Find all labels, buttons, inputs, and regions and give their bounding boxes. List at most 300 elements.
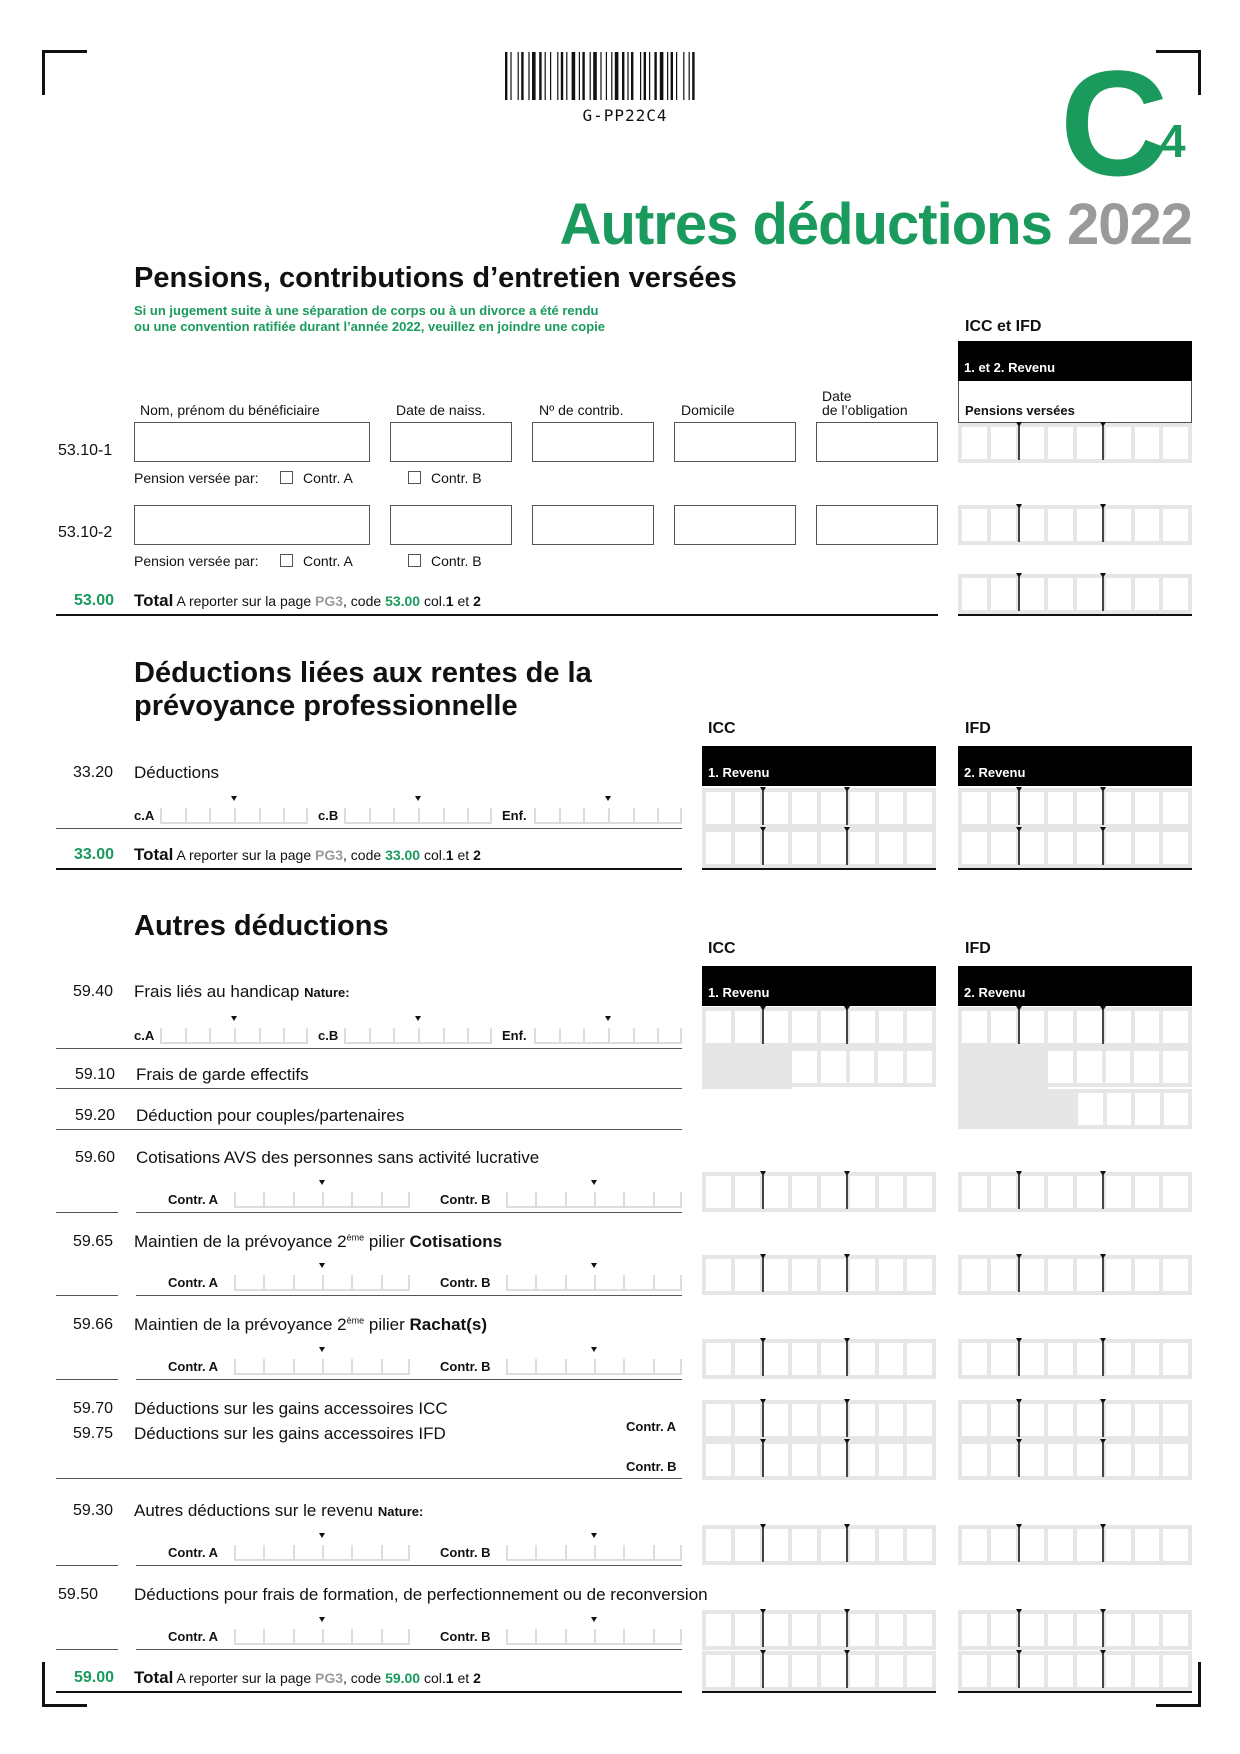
ifd-contr-b-grid[interactable]: [958, 1440, 1192, 1480]
icc-contr-b-grid[interactable]: [702, 1440, 936, 1480]
digit-cell[interactable]: [1048, 1176, 1073, 1208]
digit-cell[interactable]: [907, 1259, 932, 1291]
digit-cell[interactable]: [821, 1655, 846, 1687]
digit-cell[interactable]: [1163, 1051, 1188, 1083]
digit-cell[interactable]: [792, 1051, 817, 1083]
ifd-amount-grid[interactable]: [958, 1610, 1192, 1650]
digit-cell[interactable]: [706, 1444, 731, 1476]
digit-cell[interactable]: [907, 1529, 932, 1561]
digit-cell[interactable]: [962, 1176, 987, 1208]
digit-cell[interactable]: [1048, 792, 1073, 824]
digit-cell[interactable]: [1135, 1176, 1160, 1208]
ifd-amount-grid[interactable]: [958, 1172, 1192, 1212]
digit-cell[interactable]: [1020, 1614, 1045, 1646]
contr-b-checkbox[interactable]: [408, 553, 482, 569]
pensions-title: Pensions, contributions d’entretien versées: [134, 262, 737, 294]
digit-cell[interactable]: [879, 1444, 904, 1476]
digit-cell[interactable]: [1106, 1655, 1131, 1687]
date-obligation-input[interactable]: [816, 422, 938, 462]
cb-amount-input[interactable]: [344, 1018, 492, 1044]
digit-tick: [594, 1545, 596, 1559]
digit-cell[interactable]: [1048, 427, 1073, 459]
digit-cell[interactable]: [1048, 1614, 1073, 1646]
digit-cell[interactable]: [1106, 1011, 1131, 1043]
checkbox-icon[interactable]: [408, 554, 421, 567]
cb-amount-input[interactable]: [344, 798, 492, 824]
digit-cell[interactable]: [1135, 509, 1160, 541]
digit-cell[interactable]: [879, 1259, 904, 1291]
digit-cell[interactable]: [1077, 1614, 1102, 1646]
digit-cell[interactable]: [991, 832, 1016, 864]
digit-cell[interactable]: [1077, 1404, 1102, 1436]
digit-cell[interactable]: [879, 1176, 904, 1208]
digit-cell[interactable]: [850, 1655, 875, 1687]
separator-line: [762, 1010, 764, 1044]
digit-cell[interactable]: [1106, 1444, 1131, 1476]
digit-cell[interactable]: [1135, 1614, 1160, 1646]
digit-cell[interactable]: [1163, 1529, 1188, 1561]
digit-cell[interactable]: [1048, 1051, 1073, 1083]
pensions-total-text: [134, 591, 481, 611]
digit-cell[interactable]: [735, 1176, 760, 1208]
digit-cell[interactable]: [1163, 1655, 1188, 1687]
digit-cell[interactable]: [1077, 1176, 1102, 1208]
digit-cell[interactable]: [1077, 1051, 1102, 1083]
date-naiss-input[interactable]: [390, 422, 512, 462]
ifd-amount-grid[interactable]: [958, 1525, 1192, 1565]
icc-amount-grid[interactable]: [702, 788, 936, 828]
digit-cell[interactable]: [706, 1259, 731, 1291]
digit-cell[interactable]: [735, 792, 760, 824]
digit-cell[interactable]: [1020, 792, 1045, 824]
digit-cell[interactable]: [1106, 1259, 1131, 1291]
digit-cell[interactable]: [821, 1051, 846, 1083]
digit-cell[interactable]: [907, 1614, 932, 1646]
digit-cell[interactable]: [1048, 1655, 1073, 1687]
separator-line: [1102, 508, 1104, 542]
digit-cell[interactable]: [821, 792, 846, 824]
couples-label: Déduction pour couples/partenaires: [136, 1106, 405, 1125]
digit-cell[interactable]: [907, 1343, 932, 1375]
digit-cell[interactable]: [1020, 1011, 1045, 1043]
digit-cell[interactable]: [1163, 1343, 1188, 1375]
icc-total-grid[interactable]: [702, 1651, 936, 1691]
digit-cell[interactable]: [792, 1529, 817, 1561]
nom-input[interactable]: [134, 422, 370, 462]
digit-tick: [408, 1359, 410, 1373]
digit-cell[interactable]: [792, 1343, 817, 1375]
icc-garde-grid[interactable]: [792, 1047, 936, 1087]
digit-cell[interactable]: [1020, 832, 1045, 864]
digit-cell[interactable]: [850, 1404, 875, 1436]
digit-cell[interactable]: [1164, 1093, 1189, 1125]
digit-cell[interactable]: [764, 1614, 789, 1646]
digit-cell[interactable]: [991, 427, 1016, 459]
digit-cell[interactable]: [1135, 578, 1160, 610]
digit-cell[interactable]: [764, 1529, 789, 1561]
digit-cell[interactable]: [1163, 832, 1188, 864]
digit-cell[interactable]: [962, 792, 987, 824]
corner-mark-top-left: [42, 50, 87, 95]
digit-cell[interactable]: [1048, 832, 1073, 864]
digit-cell[interactable]: [706, 832, 731, 864]
date-obligation-input[interactable]: [816, 505, 938, 545]
digit-cell[interactable]: [850, 1011, 875, 1043]
contr-a-amount-input[interactable]: [234, 1619, 410, 1645]
nature-label: Nature:: [377, 1504, 424, 1519]
digit-cell[interactable]: [907, 1655, 932, 1687]
digit-cell[interactable]: [1163, 509, 1188, 541]
barcode-bar: [644, 52, 646, 100]
digit-cell[interactable]: [1106, 1343, 1131, 1375]
digit-cell[interactable]: [735, 1259, 760, 1291]
digit-cell[interactable]: [735, 1343, 760, 1375]
digit-cell[interactable]: [706, 792, 731, 824]
digit-cell[interactable]: [1020, 1404, 1045, 1436]
digit-cell[interactable]: [879, 1655, 904, 1687]
digit-cell[interactable]: [1020, 427, 1045, 459]
digit-cell[interactable]: [991, 1176, 1016, 1208]
digit-cell[interactable]: [1135, 1093, 1160, 1125]
ifd-contr-a-grid[interactable]: [958, 1400, 1192, 1440]
digit-cell[interactable]: [1135, 792, 1160, 824]
ifd-couples-grid[interactable]: [1078, 1089, 1192, 1129]
digit-cell[interactable]: [1135, 1655, 1160, 1687]
digit-cell[interactable]: [792, 1259, 817, 1291]
digit-cell[interactable]: [821, 1444, 846, 1476]
checkbox-icon[interactable]: [280, 554, 293, 567]
digit-cell[interactable]: [962, 1444, 987, 1476]
autres-revenu-label: [134, 1501, 423, 1521]
digit-cell[interactable]: [962, 1614, 987, 1646]
digit-cell[interactable]: [1077, 1529, 1102, 1561]
digit-cell[interactable]: [1163, 1404, 1188, 1436]
ifd-amount-grid[interactable]: [958, 1007, 1192, 1047]
digit-cell[interactable]: [1135, 1259, 1160, 1291]
digit-cell[interactable]: [1135, 1444, 1160, 1476]
digit-cell[interactable]: [1020, 578, 1045, 610]
digit-cell[interactable]: [706, 1011, 731, 1043]
digit-cell[interactable]: [1020, 1655, 1045, 1687]
icc-amount-grid[interactable]: [702, 1172, 936, 1212]
digit-cell[interactable]: [850, 1176, 875, 1208]
digit-cell[interactable]: [879, 1343, 904, 1375]
digit-cell[interactable]: [879, 832, 904, 864]
digit-cell[interactable]: [1077, 1259, 1102, 1291]
digit-cell[interactable]: [907, 1011, 932, 1043]
digit-cell[interactable]: [1078, 1093, 1103, 1125]
digit-cell[interactable]: [1048, 1343, 1073, 1375]
ca-amount-input[interactable]: [160, 1018, 308, 1044]
digit-cell[interactable]: [962, 1343, 987, 1375]
digit-cell[interactable]: [735, 832, 760, 864]
digit-cell[interactable]: [879, 792, 904, 824]
digit-cell[interactable]: [1163, 1444, 1188, 1476]
digit-cell[interactable]: [1020, 1343, 1045, 1375]
digit-cell[interactable]: [850, 1343, 875, 1375]
digit-cell[interactable]: [821, 1343, 846, 1375]
checkbox-icon[interactable]: [280, 471, 293, 484]
digit-cell[interactable]: [792, 1614, 817, 1646]
ca-amount-input[interactable]: [160, 798, 308, 824]
digit-cell[interactable]: [907, 1404, 932, 1436]
ifd-total-grid[interactable]: [958, 1651, 1192, 1691]
digit-cell[interactable]: [735, 1404, 760, 1436]
digit-cell[interactable]: [850, 1259, 875, 1291]
digit-cell[interactable]: [706, 1343, 731, 1375]
digit-cell[interactable]: [706, 1614, 731, 1646]
digit-cell[interactable]: [1048, 1529, 1073, 1561]
digit-cell[interactable]: [764, 1655, 789, 1687]
pension-amount-grid[interactable]: [958, 423, 1192, 463]
digit-cell[interactable]: [907, 792, 932, 824]
digit-cell[interactable]: [1163, 427, 1188, 459]
digit-cell[interactable]: [1048, 1259, 1073, 1291]
digit-cell[interactable]: [1135, 1404, 1160, 1436]
nom-input[interactable]: [134, 505, 370, 545]
checkbox-icon[interactable]: [408, 471, 421, 484]
icc-contr-a-grid[interactable]: [702, 1400, 936, 1440]
contr-b-amount-input[interactable]: [506, 1349, 682, 1375]
digit-cell[interactable]: [735, 1011, 760, 1043]
digit-cell[interactable]: [1106, 832, 1131, 864]
icc-header-text: 1. Revenu: [708, 985, 770, 1000]
digit-cell[interactable]: [1106, 427, 1131, 459]
icc-amount-grid[interactable]: [702, 1610, 936, 1650]
contr-a-checkbox[interactable]: [280, 553, 353, 569]
digit-cell[interactable]: [907, 1444, 932, 1476]
digit-cell[interactable]: [792, 1444, 817, 1476]
total-page-ref: PG3: [315, 593, 344, 609]
contrib-input[interactable]: [532, 422, 654, 462]
icc-amount-grid[interactable]: [702, 1007, 936, 1047]
digit-tick: [408, 1545, 410, 1559]
digit-cell[interactable]: [764, 792, 789, 824]
enf-amount-input[interactable]: [534, 1018, 682, 1044]
digit-cell[interactable]: [991, 1655, 1016, 1687]
digit-cell[interactable]: [907, 1176, 932, 1208]
contr-a-checkbox[interactable]: [280, 470, 353, 486]
digit-cell[interactable]: [991, 1529, 1016, 1561]
total-page-ref: PG3: [315, 1670, 344, 1686]
enf-amount-input[interactable]: [534, 798, 682, 824]
digit-cell[interactable]: [991, 1444, 1016, 1476]
digit-cell[interactable]: [792, 1176, 817, 1208]
pension-total-grid[interactable]: [958, 574, 1192, 614]
digit-cell[interactable]: [1106, 1529, 1131, 1561]
label-part: pilier: [364, 1315, 410, 1334]
digit-cell[interactable]: [1106, 1051, 1131, 1083]
digit-cell[interactable]: [735, 1529, 760, 1561]
digit-cell[interactable]: [764, 1011, 789, 1043]
digit-cell[interactable]: [1106, 578, 1131, 610]
digit-tick: [565, 1359, 567, 1373]
digit-cell[interactable]: [764, 1259, 789, 1291]
digit-cell[interactable]: [735, 1614, 760, 1646]
digit-cell[interactable]: [962, 427, 987, 459]
separator-line: [846, 1443, 848, 1477]
digit-cell[interactable]: [962, 1529, 987, 1561]
digit-cell[interactable]: [1106, 509, 1131, 541]
digit-cell[interactable]: [1020, 509, 1045, 541]
digit-cell[interactable]: [821, 1176, 846, 1208]
digit-cell[interactable]: [764, 832, 789, 864]
digit-cell[interactable]: [962, 1259, 987, 1291]
digit-cell[interactable]: [764, 1176, 789, 1208]
digit-cell[interactable]: [1077, 1655, 1102, 1687]
digit-cell[interactable]: [879, 1529, 904, 1561]
digit-cell[interactable]: [878, 1051, 903, 1083]
digit-cell[interactable]: [1135, 427, 1160, 459]
digit-cell[interactable]: [907, 832, 932, 864]
ifd-amount-grid[interactable]: [958, 1339, 1192, 1379]
digit-cell[interactable]: [1134, 1051, 1159, 1083]
contr-a-amount-input[interactable]: [234, 1535, 410, 1561]
digit-cell[interactable]: [1020, 1176, 1045, 1208]
digit-cell[interactable]: [1135, 832, 1160, 864]
domicile-input[interactable]: [674, 505, 796, 545]
digit-cell[interactable]: [1077, 1343, 1102, 1375]
digit-cell[interactable]: [1135, 1011, 1160, 1043]
digit-cell[interactable]: [1077, 509, 1102, 541]
digit-cell[interactable]: [821, 1404, 846, 1436]
ifd-amount-grid[interactable]: [958, 1255, 1192, 1295]
icc-amount-grid[interactable]: [702, 1525, 936, 1565]
digit-cell[interactable]: [1107, 1093, 1132, 1125]
digit-cell[interactable]: [850, 1614, 875, 1646]
digit-cell[interactable]: [1106, 1176, 1131, 1208]
digit-cell[interactable]: [764, 1404, 789, 1436]
digit-cell[interactable]: [1077, 1444, 1102, 1476]
digit-cell[interactable]: [1048, 578, 1073, 610]
contr-a-amount-input[interactable]: [234, 1182, 410, 1208]
digit-cell[interactable]: [991, 1614, 1016, 1646]
digit-cell[interactable]: [962, 578, 987, 610]
digit-cell[interactable]: [1077, 427, 1102, 459]
digit-cell[interactable]: [1135, 1343, 1160, 1375]
digit-cell[interactable]: [1020, 1529, 1045, 1561]
digit-cell[interactable]: [1077, 792, 1102, 824]
digit-cell[interactable]: [879, 1404, 904, 1436]
digit-cell[interactable]: [1163, 1176, 1188, 1208]
domicile-input[interactable]: [674, 422, 796, 462]
digit-cell[interactable]: [792, 1011, 817, 1043]
digit-cell[interactable]: [764, 1444, 789, 1476]
digit-cell[interactable]: [1106, 1404, 1131, 1436]
digit-cell[interactable]: [706, 1529, 731, 1561]
digit-cell[interactable]: [991, 1404, 1016, 1436]
icc-header: [702, 966, 936, 1006]
digit-cell[interactable]: [850, 792, 875, 824]
separator-tick-icon: [319, 1263, 325, 1268]
contr-a-amount-input[interactable]: [234, 1265, 410, 1291]
contr-b-amount-input[interactable]: [506, 1619, 682, 1645]
icc-amount-grid[interactable]: [702, 1255, 936, 1295]
digit-cell[interactable]: [1163, 792, 1188, 824]
digit-cell[interactable]: [706, 1404, 731, 1436]
digit-cell[interactable]: [1077, 832, 1102, 864]
digit-cell[interactable]: [735, 1444, 760, 1476]
digit-cell[interactable]: [879, 1614, 904, 1646]
digit-cell[interactable]: [1048, 1404, 1073, 1436]
digit-cell[interactable]: [792, 1655, 817, 1687]
digit-cell[interactable]: [735, 1655, 760, 1687]
digit-cell[interactable]: [1048, 1444, 1073, 1476]
digit-cell[interactable]: [991, 578, 1016, 610]
pension-amount-grid[interactable]: [958, 505, 1192, 545]
digit-cell[interactable]: [1077, 1011, 1102, 1043]
digit-cell[interactable]: [706, 1655, 731, 1687]
digit-cell[interactable]: [1163, 1259, 1188, 1291]
digit-tick: [351, 1629, 353, 1643]
digit-cell[interactable]: [792, 832, 817, 864]
digit-cell[interactable]: [991, 509, 1016, 541]
digit-cell[interactable]: [1020, 1444, 1045, 1476]
digit-cell[interactable]: [850, 1051, 875, 1083]
digit-cell[interactable]: [1163, 1614, 1188, 1646]
digit-cell[interactable]: [962, 1655, 987, 1687]
digit-cell[interactable]: [821, 1011, 846, 1043]
ifd-garde-grid[interactable]: [1048, 1047, 1192, 1087]
digit-cell[interactable]: [1135, 1529, 1160, 1561]
digit-cell[interactable]: [821, 832, 846, 864]
digit-cell[interactable]: [962, 1011, 987, 1043]
digit-cell[interactable]: [821, 1259, 846, 1291]
ifd-amount-grid[interactable]: [958, 788, 1192, 828]
digit-cell[interactable]: [1163, 1011, 1188, 1043]
contr-a-amount-input[interactable]: [234, 1349, 410, 1375]
digit-cell[interactable]: [1106, 1614, 1131, 1646]
digit-cell[interactable]: [962, 509, 987, 541]
digit-tick: [351, 1192, 353, 1206]
digit-cell[interactable]: [1106, 792, 1131, 824]
digit-cell[interactable]: [962, 832, 987, 864]
digit-cell[interactable]: [907, 1051, 932, 1083]
digit-cell[interactable]: [792, 1404, 817, 1436]
digit-cell[interactable]: [991, 1011, 1016, 1043]
digit-cell[interactable]: [764, 1343, 789, 1375]
digit-cell[interactable]: [706, 1176, 731, 1208]
digit-cell[interactable]: [879, 1011, 904, 1043]
digit-cell[interactable]: [991, 1343, 1016, 1375]
icc-amount-grid[interactable]: [702, 1339, 936, 1379]
digit-cell[interactable]: [1048, 1011, 1073, 1043]
digit-cell[interactable]: [850, 1529, 875, 1561]
contr-b-checkbox[interactable]: [408, 470, 482, 486]
label-sup: ème: [346, 1315, 365, 1326]
barcode-bar: [606, 52, 607, 100]
digit-cell[interactable]: [821, 1614, 846, 1646]
icc-total-grid[interactable]: [702, 828, 936, 868]
contr-b-amount-input[interactable]: [506, 1265, 682, 1291]
contr-b-amount-input[interactable]: [506, 1535, 682, 1561]
digit-cell[interactable]: [850, 832, 875, 864]
ifd-total-grid[interactable]: [958, 828, 1192, 868]
digit-cell[interactable]: [962, 1404, 987, 1436]
digit-cell[interactable]: [1020, 1259, 1045, 1291]
digit-cell[interactable]: [1048, 509, 1073, 541]
digit-cell[interactable]: [1077, 578, 1102, 610]
digit-cell[interactable]: [792, 792, 817, 824]
contrib-input[interactable]: [532, 505, 654, 545]
date-naiss-input[interactable]: [390, 505, 512, 545]
digit-cell[interactable]: [991, 1259, 1016, 1291]
digit-cell[interactable]: [821, 1529, 846, 1561]
digit-cell[interactable]: [1163, 578, 1188, 610]
digit-cell[interactable]: [991, 792, 1016, 824]
digit-cell[interactable]: [850, 1444, 875, 1476]
contr-b-amount-input[interactable]: [506, 1182, 682, 1208]
